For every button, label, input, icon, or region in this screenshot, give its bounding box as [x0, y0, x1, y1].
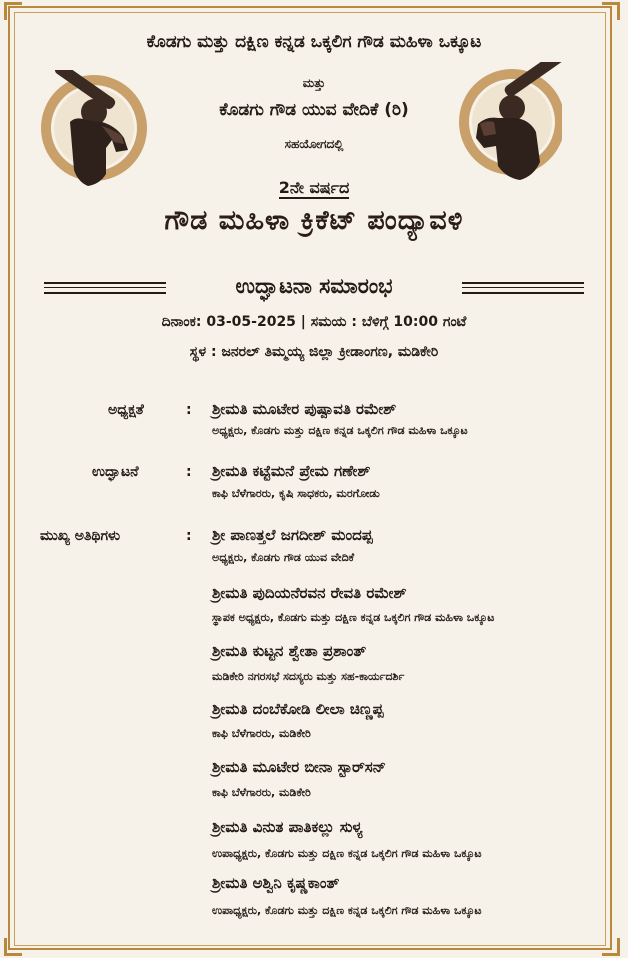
colon: :	[186, 528, 192, 544]
person-designation: ಕಾಫಿ ಬೆಳೆಗಾರರು, ಮಡಿಕೇರಿ	[212, 786, 311, 799]
person-name: ಶ್ರೀಮತಿ ದಂಬೆಕೋಡಿ ಲೀಲಾ ಚಿಣ್ಣಪ್ಪ	[212, 700, 384, 718]
person-designation: ಅಧ್ಯಕ್ಷರು, ಕೊಡಗು ಗೌಡ ಯುವ ವೇದಿಕೆ	[212, 551, 355, 564]
role-label-presidency: ಅಧ್ಯಕ್ಷತೆ	[108, 402, 144, 418]
corner-ornament	[602, 2, 620, 20]
person-designation: ಸ್ಥಾಪಕ ಅಧ್ಯಕ್ಷರು, ಕೊಡಗು ಮತ್ತು ದಕ್ಷಿಣ ಕನ್ನಡ ಒಕ್ಕಲಿಗ ಗೌಡ ಮಹಿಳಾ ಒಕ್ಕೂಟ	[212, 611, 495, 624]
person-designation: ಕಾಫಿ ಬೆಳೆಗಾರರು, ಮಡಿಕೇರಿ	[212, 727, 311, 740]
person-name: ಶ್ರೀಮತಿ ಮೂಟೇರ ಬೀನಾ ಸ್ಟಾರ್‌ಸನ್	[212, 758, 386, 776]
edition-text: 2ನೇ ವರ್ಷದ	[278, 178, 350, 197]
person-name: ಶ್ರೀಮತಿ ಕಟ್ಟೆಮನೆ ಪ್ರೇಮ ಗಣೇಶ್	[212, 462, 371, 480]
person-designation: ಕಾಫಿ ಬೆಳೆಗಾರರು, ಕೃಷಿ ಸಾಧಕರು, ಮರಗೋಡು	[212, 487, 380, 500]
person-name: ಶ್ರೀಮತಿ ಕುಟ್ಟನ ಶ್ವೇತಾ ಪ್ರಶಾಂತ್	[212, 642, 367, 660]
venue-line: ಸ್ಥಳ : ಜನರಲ್ ತಿಮ್ಮಯ್ಯ ಜಿಲ್ಲಾ ಕ್ರೀಡಾಂಗಣ, ಮಡಿಕೇರಿ	[189, 344, 439, 360]
person-name: ಶ್ರೀ ಪಾಣತ್ತಲೆ ಜಗದೀಶ್ ಮಂದಪ್ಪ	[212, 526, 373, 544]
decorative-rule	[462, 282, 584, 294]
collaboration-text: ಸಹಯೋಗದಲ್ಲಿ	[284, 137, 344, 151]
person-name: ಶ್ರೀಮತಿ ಅಶ್ವಿನಿ ಕೃಷ್ಣಕಾಂತ್	[212, 874, 340, 892]
role-label-inauguration: ಉದ್ಘಾಟನೆ	[92, 464, 139, 480]
conjunction-text: ಮತ್ತು	[302, 76, 326, 90]
person-designation: ಅಧ್ಯಕ್ಷರು, ಕೊಡಗು ಮತ್ತು ದಕ್ಷಿಣ ಕನ್ನಡ ಒಕ್ಕಲಿಗ ಗೌಡ ಮಹಿಳಾ ಒಕ್ಕೂಟ	[212, 424, 468, 437]
corner-ornament	[602, 938, 620, 956]
person-name: ಶ್ರೀಮತಿ ಮೂಟೇರ ಪುಷ್ಪಾವತಿ ರಮೇಶ್	[212, 400, 397, 418]
ceremony-title: ಉದ್ಘಾಟನಾ ಸಮಾರಂಭ	[235, 274, 393, 298]
edition-label	[0, 178, 628, 198]
colon: :	[186, 464, 192, 480]
organization-name: ಕೊಡಗು ಮತ್ತು ದಕ್ಷಿಣ ಕನ್ನಡ ಒಕ್ಕಲಿಗ ಗೌಡ ಮಹಿಳಾ ಒಕ್ಕೂಟ	[146, 32, 482, 52]
person-name: ಶ್ರೀಮತಿ ಪುದಿಯನೆರವನ ರೇವತಿ ರಮೇಶ್	[212, 584, 407, 602]
ceremony-heading	[44, 274, 584, 304]
role-label-chief-guests: ಮುಖ್ಯ ಅತಿಥಿಗಳು	[40, 528, 121, 544]
person-name: ಶ್ರೀಮತಿ ವಿನುತ ಪಾತಿಕಲ್ಲು ಸುಳ್ಯ	[212, 818, 363, 836]
co-organization-name: ಕೊಡಗು ಗೌಡ ಯುವ ವೇದಿಕೆ (ರಿ)	[219, 100, 409, 120]
person-designation: ಉಪಾಧ್ಯಕ್ಷರು, ಕೊಡಗು ಮತ್ತು ದಕ್ಷಿಣ ಕನ್ನಡ ಒಕ್ಕಲಿಗ ಗೌಡ ಮಹಿಳಾ ಒಕ್ಕೂಟ	[212, 847, 482, 860]
person-designation: ಮಡಿಕೇರಿ ನಗರಸಭೆ ಸದಸ್ಯರು ಮತ್ತು ಸಹ-ಕಾರ್ಯದರ್ಶಿ	[212, 670, 405, 683]
event-title: ಗೌಡ ಮಹಿಳಾ ಕ್ರಿಕೆಟ್ ಪಂದ್ಯಾವಳಿ	[164, 205, 464, 236]
date-time-line: ದಿನಾಂಕ: 03-05-2025 | ಸಮಯ : ಬೆಳಿಗ್ಗೆ 10:00 ಗಂಟೆ	[161, 314, 467, 330]
colon: :	[186, 402, 192, 418]
corner-ornament	[4, 2, 22, 20]
corner-ornament	[4, 938, 22, 956]
person-designation: ಉಪಾಧ್ಯಕ್ಷರು, ಕೊಡಗು ಮತ್ತು ದಕ್ಷಿಣ ಕನ್ನಡ ಒಕ್ಕಲಿಗ ಗೌಡ ಮಹಿಳಾ ಒಕ್ಕೂಟ	[212, 904, 482, 917]
